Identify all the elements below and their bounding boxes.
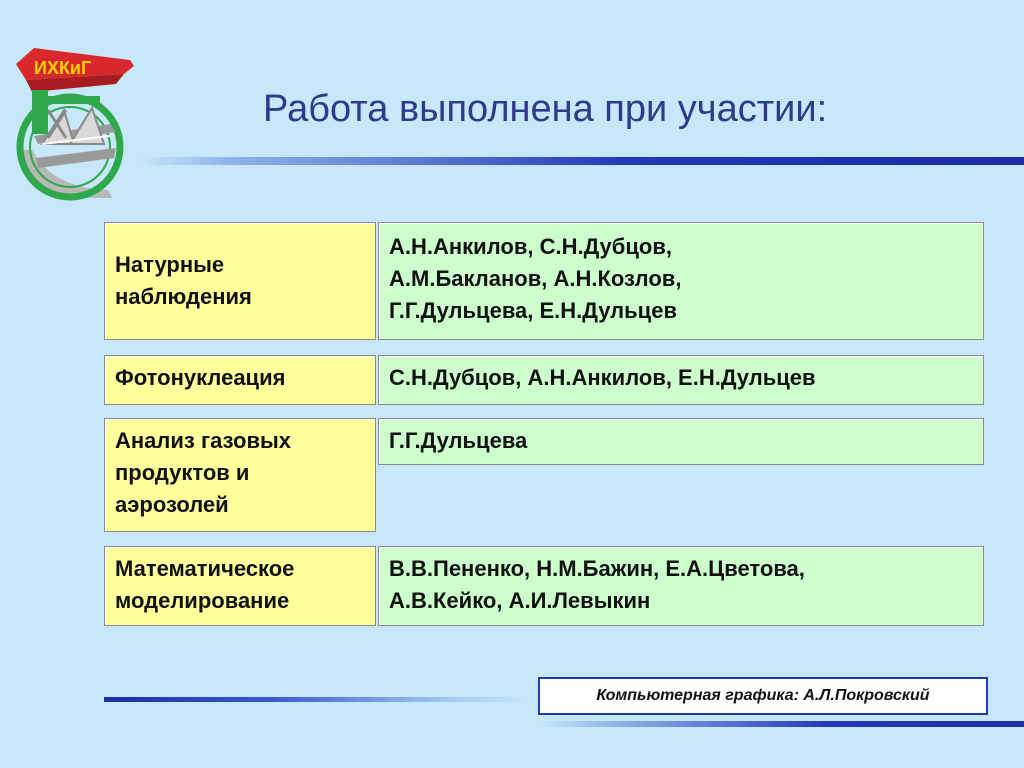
names-box-field-observations [378,222,984,340]
topic-box-math-modeling [104,546,376,626]
graphics-credit: Компьютерная графика: А.Л.Покровский [538,677,988,715]
topic-line: продуктов и [115,460,250,485]
names-line: А.Н.Анкилов, С.Н.Дубцов, [389,234,672,259]
institute-logo [12,40,140,205]
logo-text: ИХКиГ [34,58,92,78]
names-line: А.В.Кейко, А.И.Левыкин [389,588,651,613]
institute-emblem-icon [12,40,140,205]
topic-line: Фотонуклеация [115,365,286,390]
topic-box-photonucleation [104,355,376,405]
topic-box-gas-analysis [104,418,376,532]
topic-line: наблюдения [115,284,252,309]
names-box-gas-analysis [378,418,984,465]
names-line: С.Н.Дубцов, А.Н.Анкилов, Е.Н.Дульцев [389,365,816,390]
names-line: Г.Г.Дульцева [389,428,528,453]
topic-line: Математическое [115,556,295,581]
bottom-right-divider [540,721,1024,727]
names-line: Г.Г.Дульцева, Е.Н.Дульцев [389,298,677,323]
page-title: Работа выполнена при участии: [263,88,828,130]
names-line: А.М.Бакланов, А.Н.Козлов, [389,266,682,291]
topic-line: Натурные [115,252,225,277]
bottom-left-divider [104,697,528,702]
topic-line: Анализ газовых [115,428,291,453]
topic-line: моделирование [115,588,290,613]
top-divider [140,157,1024,165]
names-line: В.В.Пененко, Н.М.Бажин, Е.А.Цветова, [389,556,805,581]
topic-line: аэрозолей [115,492,229,517]
names-box-math-modeling [378,546,984,626]
topic-box-field-observations [104,222,376,340]
names-box-photonucleation [378,355,984,405]
